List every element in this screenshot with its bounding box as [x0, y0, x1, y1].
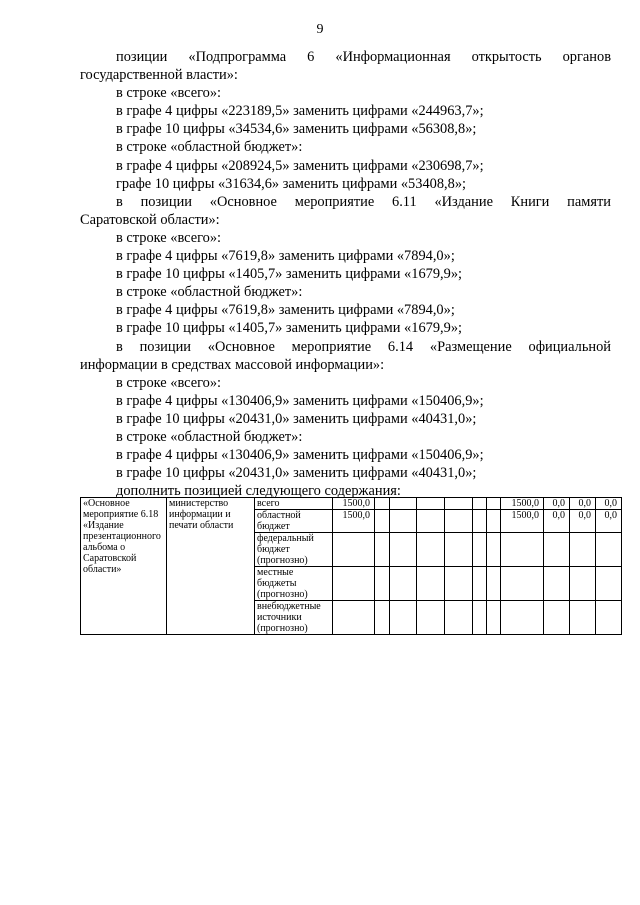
value-cell: 1500,0 [501, 510, 544, 533]
paragraph-line: позиции «Подпрограмма 6 «Информационная открытость органов [116, 49, 611, 65]
paragraph-line: государственной власти»: [80, 67, 238, 84]
executor-cell: министерство информации и печати области [167, 498, 255, 635]
paragraph-line: дополнить позицией следующего содержания: [116, 483, 401, 500]
source-cell: местные бюджеты (прогнозно) [255, 567, 333, 601]
paragraph-line: в позиции «Основное мероприятие 6.11 «Издание Книги памяти [116, 193, 611, 210]
value-cell: 1500,0 [333, 510, 375, 533]
paragraph-line: графе 10 цифры «31634,6» заменить цифрами «53408,8»; [116, 175, 467, 192]
source-cell: областной бюджет [255, 510, 333, 533]
program-table [80, 497, 622, 635]
paragraph-line: Саратовской области»: [80, 211, 220, 228]
paragraph-line: в строке «всего»: [116, 374, 222, 391]
value-cell: 0,0 [596, 510, 622, 533]
paragraph-line: в строке «областной бюджет»: [116, 139, 303, 156]
document-body [80, 48, 611, 500]
paragraph-line: в графе 10 цифры «34534,6» заменить цифрами «56308,8»; [116, 121, 477, 138]
paragraph-line: в графе 10 цифры «1405,7» заменить цифрами «1679,9»; [116, 320, 463, 337]
source-cell: внебюджетные источники (прогнозно) [255, 601, 333, 635]
table-row [81, 498, 622, 510]
value-cell: 0,0 [570, 498, 596, 510]
paragraph-line: в графе 10 цифры «1405,7» заменить цифрами «1679,9»; [116, 266, 463, 283]
paragraph-line: в графе 4 цифры «7619,8» заменить цифрами «7894,0»; [116, 302, 455, 319]
paragraph-line: в позиции «Основное мероприятие 6.14 «Размещение официальной [116, 338, 611, 355]
activity-cell: «Основное мероприятие 6.18 «Издание презентационного альбома о Саратовской области» [81, 498, 167, 635]
paragraph-line: в графе 10 цифры «20431,0» заменить цифрами «40431,0»; [116, 410, 477, 427]
value-cell: 0,0 [544, 510, 570, 533]
paragraph-line: в графе 4 цифры «130406,9» заменить цифрами «150406,9»; [116, 447, 484, 464]
paragraph-line: в строке «всего»: [116, 229, 222, 246]
paragraph-line: в графе 10 цифры «20431,0» заменить цифрами «40431,0»; [116, 465, 477, 482]
source-cell: федеральный бюджет (прогнозно) [255, 533, 333, 567]
source-cell: всего [255, 498, 333, 510]
paragraph-line: информации в средствах массовой информации»: [80, 356, 385, 373]
value-cell: 1500,0 [501, 498, 544, 510]
paragraph-line: в графе 4 цифры «7619,8» заменить цифрами «7894,0»; [116, 248, 455, 265]
value-cell: 1500,0 [333, 498, 375, 510]
value-cell: 0,0 [596, 498, 622, 510]
paragraph-line: в графе 4 цифры «223189,5» заменить цифрами «244963,7»; [116, 103, 484, 120]
paragraph-line: в строке «всего»: [116, 85, 222, 102]
paragraph-line: в графе 4 цифры «208924,5» заменить цифрами «230698,7»; [116, 157, 484, 174]
paragraph-line: в строке «областной бюджет»: [116, 284, 303, 301]
paragraph-line: в графе 4 цифры «130406,9» заменить цифрами «150406,9»; [116, 392, 484, 409]
page-number: 9 [316, 22, 324, 37]
paragraph-line: в строке «областной бюджет»: [116, 428, 303, 445]
value-cell: 0,0 [570, 510, 596, 533]
value-cell: 0,0 [544, 498, 570, 510]
